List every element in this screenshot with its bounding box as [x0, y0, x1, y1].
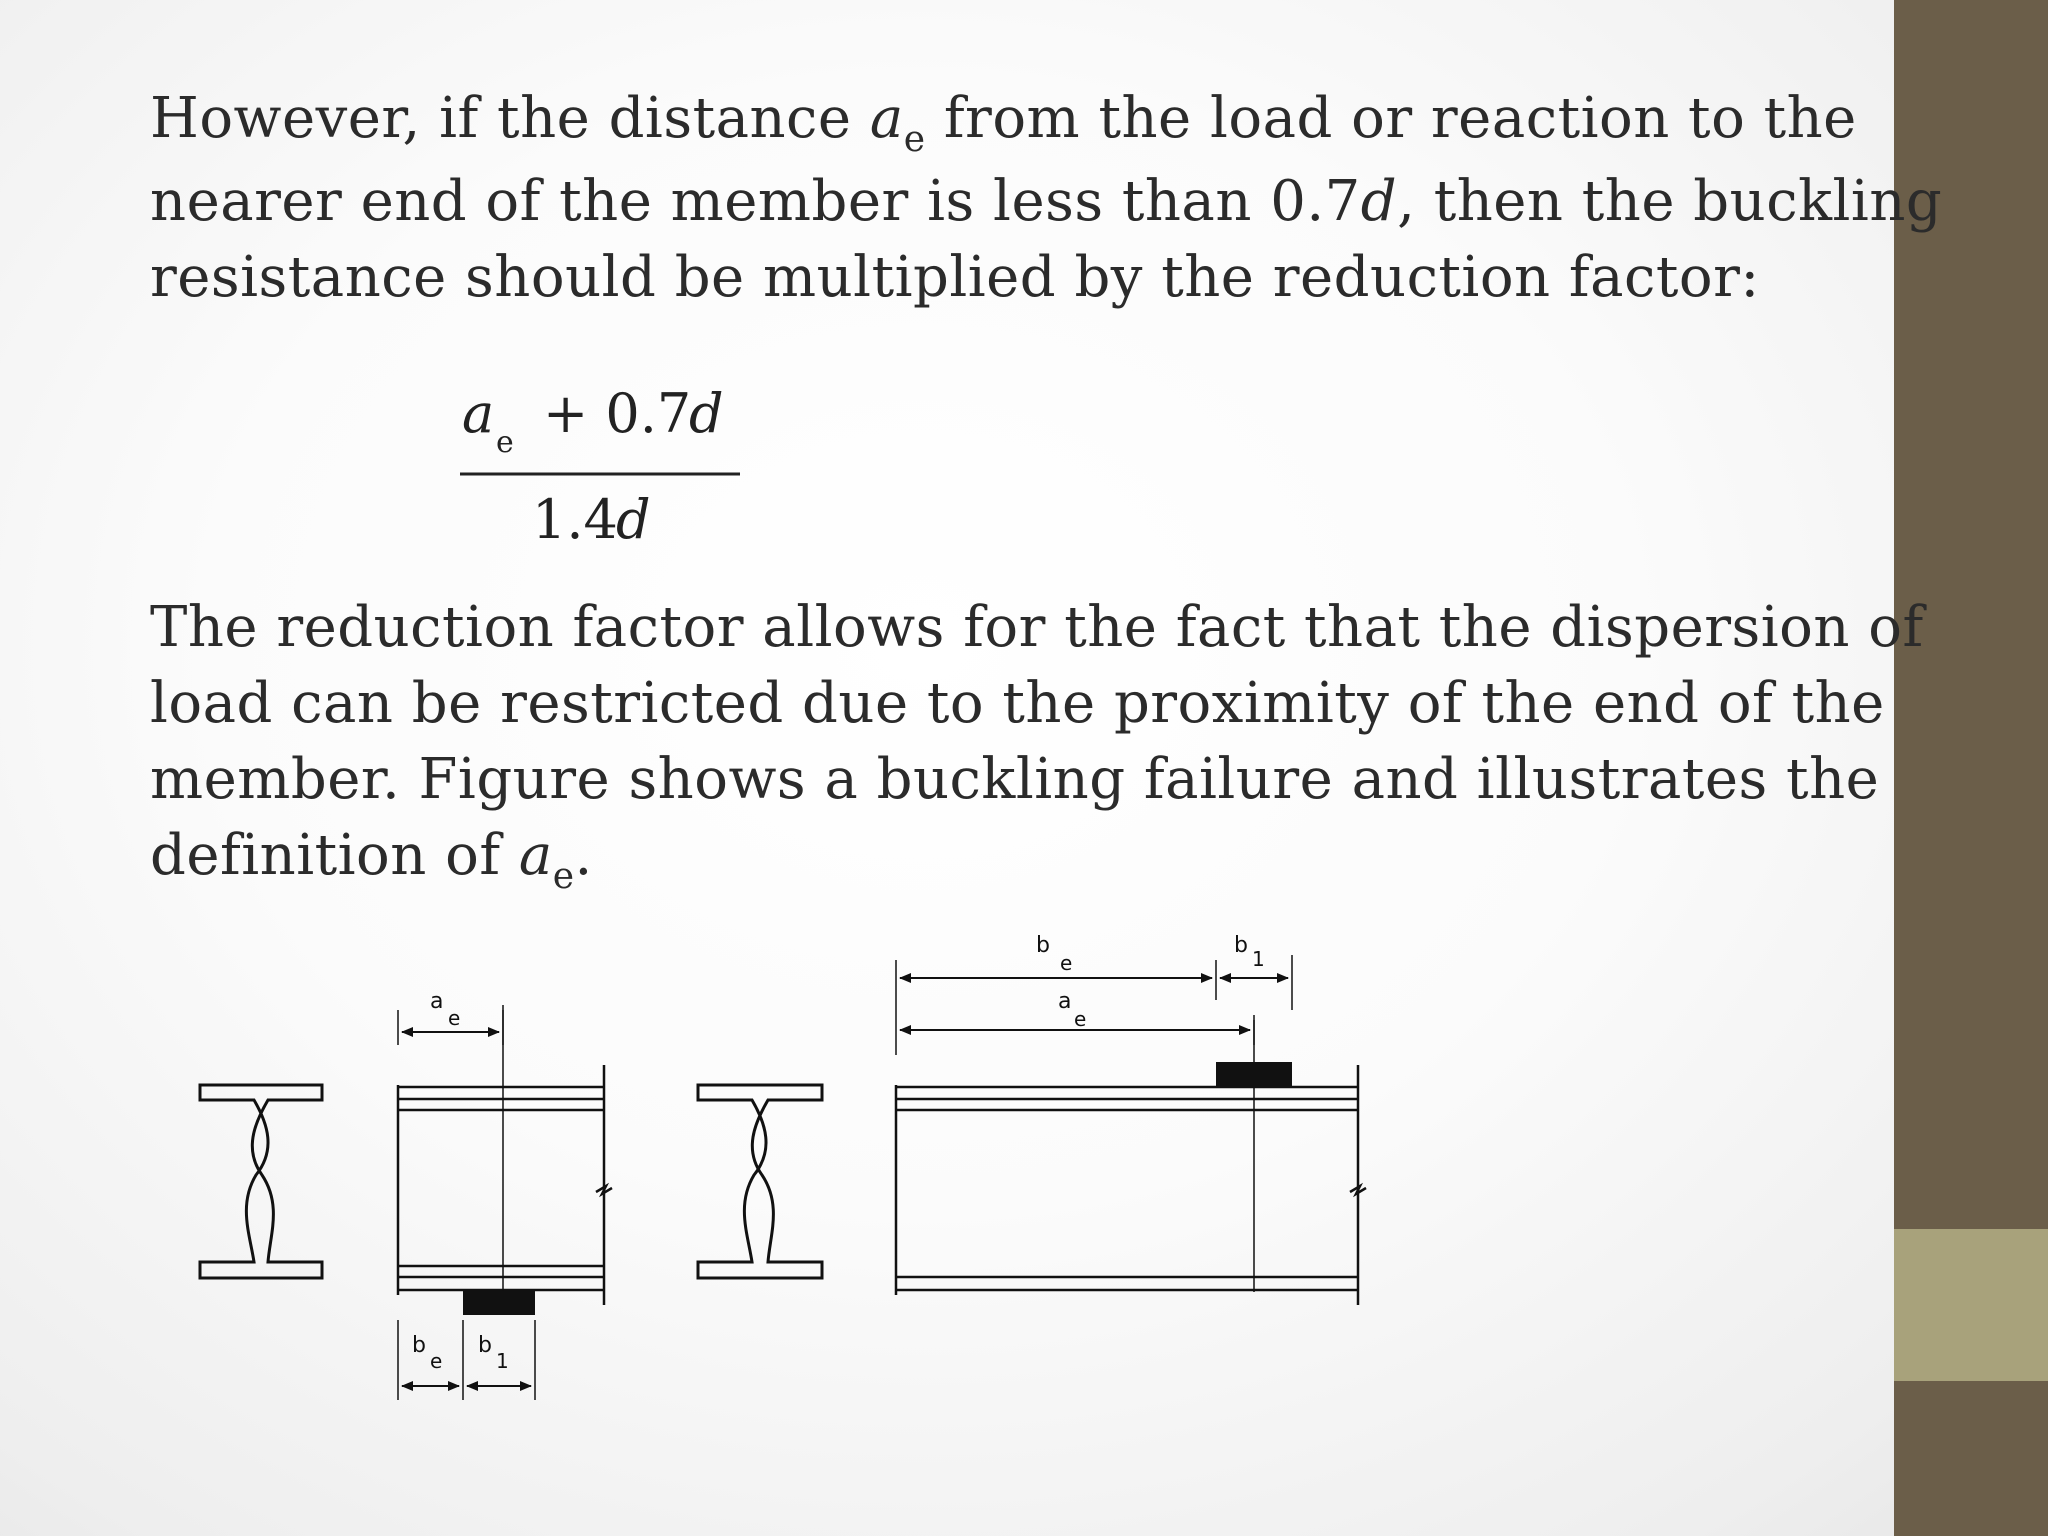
formula-denominator-d: d — [616, 488, 651, 551]
left-bearing-plate — [463, 1291, 535, 1315]
formula-numerator-d: d — [689, 382, 724, 445]
paragraph-line: definition of $a_e$. — [150, 823, 593, 897]
paragraph-line: resistance should be multiplied by the reduction factor: — [150, 245, 1760, 310]
right-ae-dimension — [900, 989, 1254, 1045]
left-ae-dimension — [398, 989, 503, 1045]
formula-numerator-subscript: e — [496, 425, 514, 460]
subscript-e: e — [552, 856, 575, 897]
formula-numerator-plus: + 0.7 — [543, 382, 692, 445]
paragraph-line: However, if the distance $a_e$ from the load or reaction to the — [150, 86, 1857, 160]
right-be-label-e: e — [1060, 951, 1073, 975]
buckling-failure-figure — [190, 915, 1390, 1415]
intro-paragraph — [150, 81, 1942, 316]
paragraph-line: The reduction factor allows for the fact that the dispersion of — [150, 595, 1924, 660]
paragraph-line: member. Figure shows a buckling failure and illustrates the — [150, 747, 1880, 812]
left-beam-elevation — [398, 1005, 612, 1305]
right-i-section-buckled — [698, 1085, 822, 1278]
reduction-factor-formula — [440, 380, 760, 560]
sidebar-accent-block — [1894, 1229, 2048, 1381]
right-bearing-plate — [1216, 1062, 1292, 1087]
left-be-b1-dimension — [398, 1320, 535, 1400]
variable-a: a — [518, 823, 553, 888]
left-ae-label-e: e — [448, 1006, 461, 1030]
formula-denominator-number: 1.4 — [532, 488, 618, 551]
variable-a: a — [869, 86, 904, 151]
subscript-e: e — [903, 119, 926, 160]
formula-numerator-a: a — [462, 382, 495, 445]
explanation-paragraph — [150, 590, 1924, 901]
paragraph-line: load can be restricted due to the proximity of the end of the — [150, 671, 1885, 736]
paragraph-line: nearer end of the member is less than 0.7d, then the buckling — [150, 169, 1943, 234]
right-b1-label-b: b — [1234, 933, 1248, 958]
right-b1-label-1: 1 — [1252, 947, 1265, 971]
left-be-label-b: b — [412, 1333, 426, 1358]
left-be-label-e: e — [430, 1349, 443, 1373]
left-i-section-buckled — [200, 1085, 322, 1278]
right-beam-elevation — [896, 1020, 1366, 1305]
right-ae-label-e: e — [1074, 1007, 1087, 1031]
left-b1-label-1: 1 — [496, 1349, 509, 1373]
right-ae-label-a: a — [1058, 989, 1072, 1014]
right-be-label-b: b — [1036, 933, 1050, 958]
right-be-b1-dimension — [896, 933, 1292, 1055]
variable-d: d — [1360, 169, 1398, 234]
left-b1-label-b: b — [478, 1333, 492, 1358]
left-ae-label-a: a — [430, 989, 444, 1014]
